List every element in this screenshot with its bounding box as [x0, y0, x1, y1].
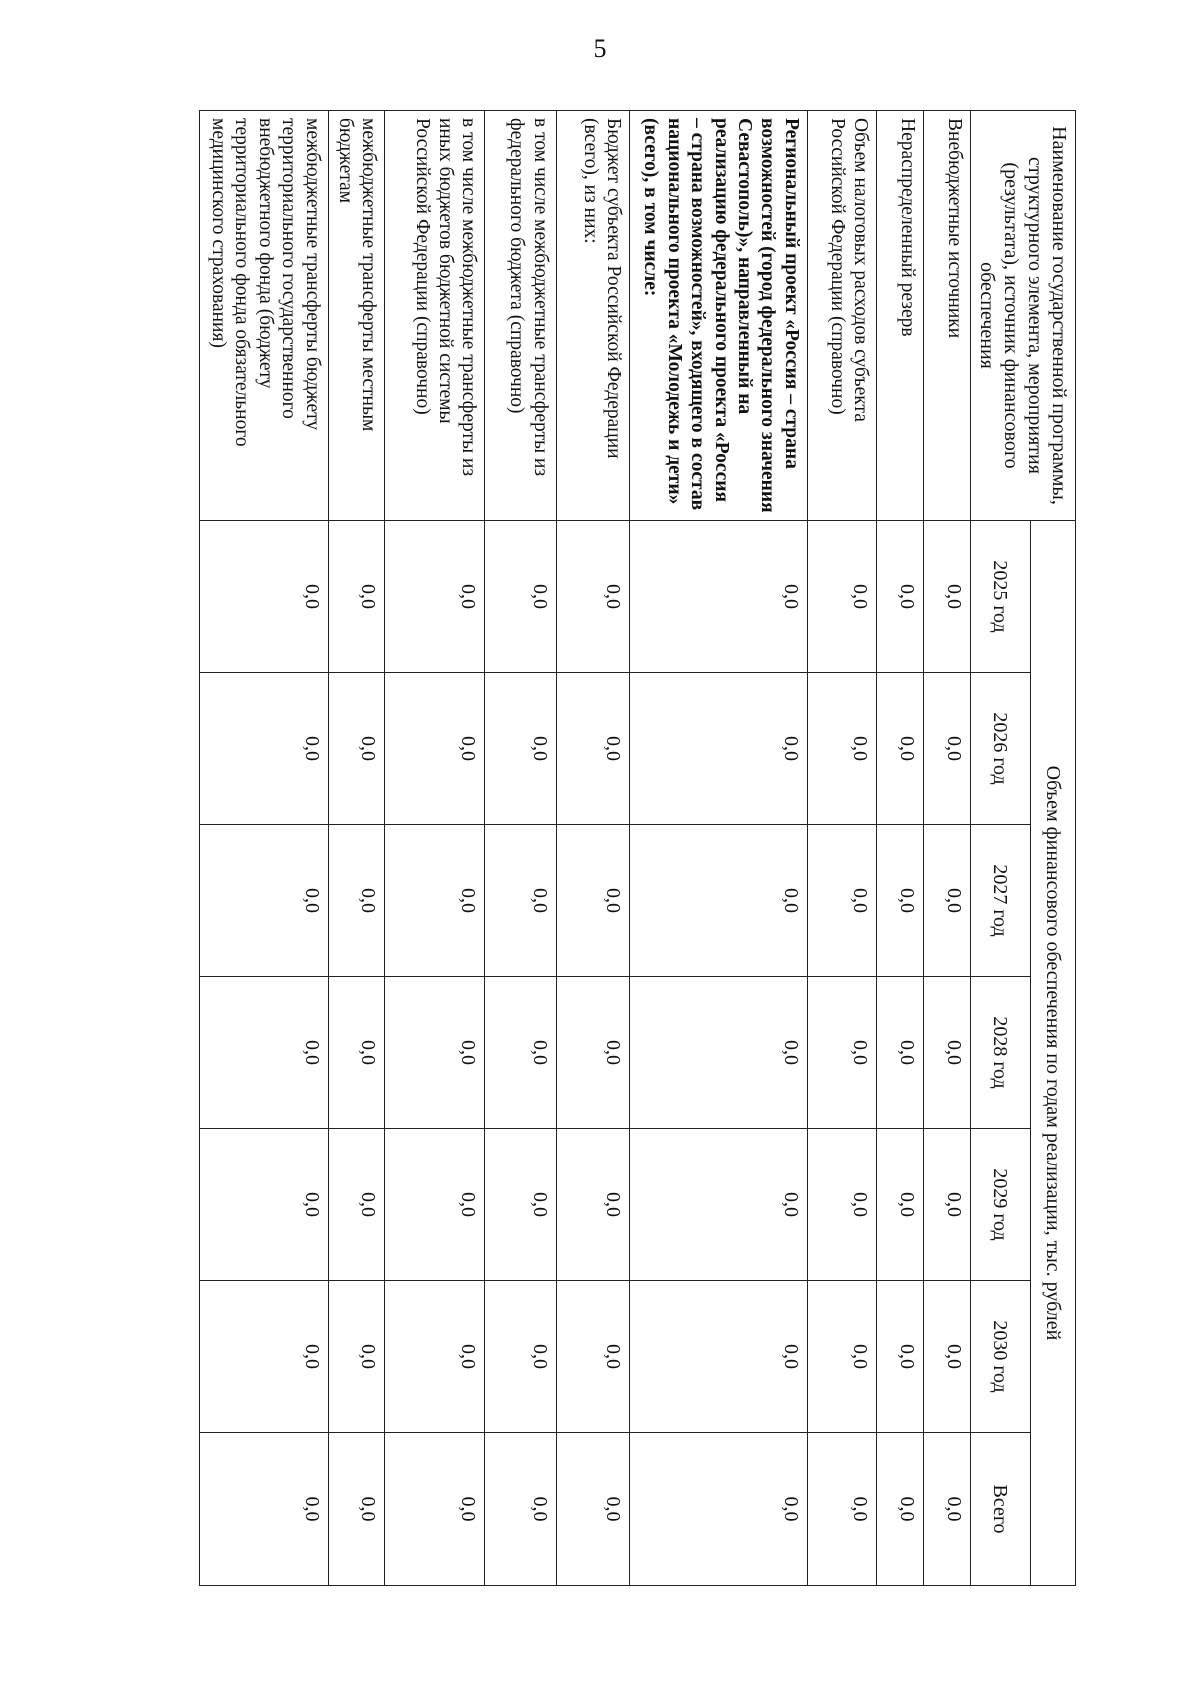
header-year-2029: 2029 год [971, 1129, 1031, 1281]
cell-value: 0,0 [556, 521, 629, 673]
cell-value: 0,0 [200, 1433, 329, 1586]
cell-value: 0,0 [807, 825, 876, 977]
cell-value: 0,0 [877, 521, 924, 673]
cell-value: 0,0 [877, 825, 924, 977]
cell-value: 0,0 [485, 673, 556, 825]
cell-value: 0,0 [385, 1281, 485, 1433]
cell-value: 0,0 [385, 1129, 485, 1281]
table-row [485, 111, 556, 1586]
cell-value: 0,0 [924, 1281, 971, 1433]
cell-value: 0,0 [924, 673, 971, 825]
row-label-extrabudgetary: Внебюджетные источники [924, 111, 971, 521]
cell-value: 0,0 [200, 521, 329, 673]
cell-value: 0,0 [200, 825, 329, 977]
page-number: 5 [593, 34, 607, 63]
cell-value: 0,0 [807, 1129, 876, 1281]
header-year-2025: 2025 год [971, 521, 1031, 673]
cell-value: 0,0 [807, 673, 876, 825]
cell-value: 0,0 [328, 977, 385, 1129]
cell-value: 0,0 [385, 1433, 485, 1586]
table-row [385, 111, 485, 1586]
row-label-health-fund-transfers: межбюджетные трансферты бюджету территориального государственного внебюджетного фонда (бюджету территориального фонда обязательного медицинского страхования) [200, 111, 329, 521]
cell-value: 0,0 [807, 977, 876, 1129]
table-row [200, 111, 329, 1586]
cell-value: 0,0 [200, 977, 329, 1129]
cell-value: 0,0 [877, 673, 924, 825]
cell-value: 0,0 [385, 825, 485, 977]
cell-value: 0,0 [485, 825, 556, 977]
cell-value: 0,0 [385, 673, 485, 825]
cell-value: 0,0 [556, 825, 629, 977]
cell-value: 0,0 [630, 825, 808, 977]
cell-value: 0,0 [200, 1281, 329, 1433]
row-label-unallocated-reserve: Нераспределенный резерв [877, 111, 924, 521]
header-year-2026: 2026 год [971, 673, 1031, 825]
table-row [630, 111, 808, 1586]
cell-value: 0,0 [630, 1281, 808, 1433]
cell-value: 0,0 [328, 825, 385, 977]
row-label-federal-transfers: в том числе межбюджетные трансферты из федерального бюджета (справочно) [485, 111, 556, 521]
header-name-column: Наименование государственной программы, структурного элемента, мероприятия (результата), источник финансового обеспечения [971, 111, 1076, 521]
header-total: Всего [971, 1433, 1031, 1586]
cell-value: 0,0 [630, 977, 808, 1129]
row-label-other-budget-transfers: в том числе межбюджетные трансферты из иных бюджетов бюджетной системы Российской Федерации (справочно) [385, 111, 485, 521]
cell-value: 0,0 [485, 977, 556, 1129]
cell-value: 0,0 [485, 1281, 556, 1433]
cell-value: 0,0 [807, 521, 876, 673]
cell-value: 0,0 [328, 1433, 385, 1586]
cell-value: 0,0 [877, 1281, 924, 1433]
cell-value: 0,0 [556, 977, 629, 1129]
cell-value: 0,0 [807, 1433, 876, 1586]
cell-value: 0,0 [630, 1433, 808, 1586]
table-row [807, 111, 876, 1586]
cell-value: 0,0 [328, 521, 385, 673]
cell-value: 0,0 [924, 977, 971, 1129]
cell-value: 0,0 [924, 825, 971, 977]
cell-value: 0,0 [807, 1281, 876, 1433]
cell-value: 0,0 [485, 1433, 556, 1586]
row-label-tax-expenditures: Объем налоговых расходов субъекта Российской Федерации (справочно) [807, 111, 876, 521]
rotated-table-container [206, 110, 1076, 1585]
cell-value: 0,0 [556, 673, 629, 825]
cell-value: 0,0 [556, 1281, 629, 1433]
table-row [556, 111, 629, 1586]
cell-value: 0,0 [924, 1129, 971, 1281]
cell-value: 0,0 [877, 977, 924, 1129]
cell-value: 0,0 [328, 1281, 385, 1433]
cell-value: 0,0 [328, 673, 385, 825]
cell-value: 0,0 [630, 521, 808, 673]
table-row [924, 111, 971, 1586]
cell-value: 0,0 [924, 521, 971, 673]
row-label-regional-project: Региональный проект «Россия – страна возможностей (город федерального значения Севастополь)», направленный на реализацию федерального проекта «Россия – страна возможностей», входящего в состав национального проекта «Молодежь и дети» (всего), в том числе: [630, 111, 808, 521]
table-row [328, 111, 385, 1586]
cell-value: 0,0 [630, 673, 808, 825]
table-row [877, 111, 924, 1586]
cell-value: 0,0 [385, 521, 485, 673]
cell-value: 0,0 [200, 673, 329, 825]
row-label-subject-budget: Бюджет субъекта Российской Федерации (всего), из них: [556, 111, 629, 521]
header-year-2028: 2028 год [971, 977, 1031, 1129]
cell-value: 0,0 [328, 1129, 385, 1281]
cell-value: 0,0 [556, 1433, 629, 1586]
cell-value: 0,0 [200, 1129, 329, 1281]
header-row-group [1031, 111, 1076, 1586]
financing-table [199, 110, 1076, 1586]
header-financing-group: Объем финансового обеспечения по годам реализации, тыс. рублей [1031, 521, 1076, 1586]
cell-value: 0,0 [877, 1129, 924, 1281]
row-label-local-transfers: межбюджетные трансферты местным бюджетам [328, 111, 385, 521]
cell-value: 0,0 [877, 1433, 924, 1586]
cell-value: 0,0 [485, 1129, 556, 1281]
header-year-2027: 2027 год [971, 825, 1031, 977]
header-year-2030: 2030 год [971, 1281, 1031, 1433]
cell-value: 0,0 [630, 1129, 808, 1281]
cell-value: 0,0 [556, 1129, 629, 1281]
cell-value: 0,0 [385, 977, 485, 1129]
cell-value: 0,0 [924, 1433, 971, 1586]
cell-value: 0,0 [485, 521, 556, 673]
